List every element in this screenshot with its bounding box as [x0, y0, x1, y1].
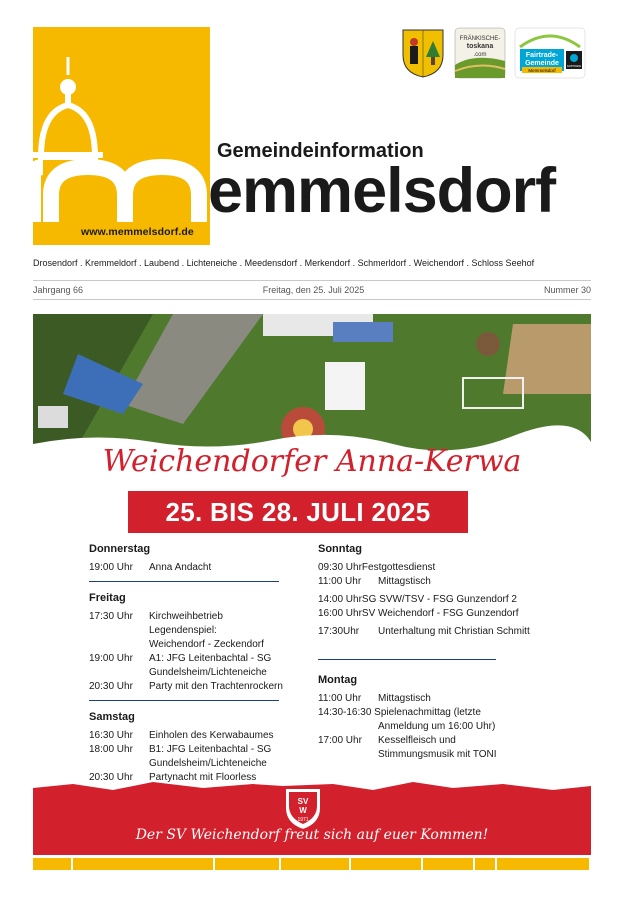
- footer-segment: [33, 858, 71, 870]
- franken-line1: FRÄNKISCHE-: [459, 36, 501, 42]
- event-time: [89, 666, 149, 680]
- event-desc: 14:30-16:30 Spielenachmittag (letzte: [318, 707, 481, 718]
- event-row: [89, 610, 299, 624]
- publication-subtitle: Gemeindeinformation: [217, 140, 424, 162]
- day-heading: Freitag: [89, 592, 126, 604]
- day-block-sonntag: [318, 543, 583, 660]
- event-time: [89, 757, 149, 771]
- event-desc: Unterhaltung mit Christian Schmitt: [378, 626, 530, 637]
- event-time-spacer: [318, 720, 378, 734]
- event-time: 20:30 Uhr: [89, 772, 133, 783]
- event-row: [89, 757, 299, 771]
- event-desc: Gundelsheim/Lichteneiche: [149, 667, 267, 678]
- event-desc: Weichendorf - Zeckendorf: [149, 639, 264, 650]
- bottom-divider: [33, 299, 591, 300]
- event-desc: Kirchweihbetrieb: [149, 611, 223, 622]
- day-heading: Sonntag: [318, 543, 362, 555]
- event-row: [89, 666, 299, 680]
- aerial-fairground-photo: [33, 314, 591, 454]
- event-row: [318, 575, 583, 589]
- top-divider: [33, 280, 591, 281]
- event-time: [89, 638, 149, 652]
- fair-line1: Fairtrade-: [525, 52, 559, 59]
- day-heading: Montag: [318, 674, 358, 686]
- fair-line2: Gemeinde: [525, 60, 559, 67]
- footer-segment: [423, 858, 473, 870]
- fairtrade-icon: [514, 27, 586, 79]
- event-row: [318, 748, 583, 762]
- event-time: 19:00 Uhr: [89, 653, 133, 664]
- event-time: 17:00 Uhr: [318, 735, 362, 746]
- badge-line2: W: [299, 806, 307, 815]
- event-desc: Kesselfleisch und: [378, 735, 456, 746]
- section-separator: [89, 581, 279, 582]
- event-time: 17:30 Uhr: [89, 611, 133, 622]
- fair-line3: Memmelsdorf: [528, 68, 556, 73]
- event-desc: 16:00 UhrSV Weichendorf - FSG Gunzendorf: [318, 608, 519, 619]
- sv-weichendorf-badge-icon: [281, 784, 325, 832]
- event-row: [318, 706, 583, 720]
- event-time: [318, 748, 378, 762]
- event-row: [318, 734, 583, 748]
- event-row: [89, 729, 299, 743]
- event-row: [89, 743, 299, 757]
- event-row: [318, 692, 583, 706]
- franken-line3: .com: [473, 52, 487, 58]
- event-desc: Einholen des Kerwabaumes: [149, 730, 274, 741]
- day-block-montag: [318, 674, 583, 762]
- schedule-right: [318, 543, 583, 762]
- franken-line2: toskana: [466, 43, 494, 50]
- event-desc: Party mit den Trachtenrockern: [149, 681, 283, 692]
- event-time: 11:00 Uhr: [318, 693, 362, 704]
- event-time: 18:00 Uhr: [89, 744, 133, 755]
- issue-date: Freitag, den 25. Juli 2025: [262, 285, 365, 295]
- event-row: [89, 652, 299, 666]
- section-separator: [89, 700, 279, 701]
- event-desc: Anmeldung um 16:00 Uhr): [378, 721, 496, 732]
- event-row: [318, 593, 583, 607]
- event-desc: Mittagstisch: [378, 693, 431, 704]
- event-time: 17:30Uhr: [318, 626, 360, 637]
- issue-line: [33, 285, 591, 295]
- event-row: [318, 607, 583, 621]
- issue-volume: Jahrgang 66: [33, 285, 84, 295]
- event-row: [318, 625, 583, 639]
- event-row: [89, 561, 299, 575]
- event-desc: 14:00 UhrSG SVW/TSV - FSG Gunzendorf 2: [318, 594, 517, 605]
- issue-number: Nummer 30: [543, 285, 591, 295]
- event-row: [89, 638, 299, 652]
- footer-yellow-bar: [33, 858, 591, 870]
- event-row: [89, 680, 299, 694]
- event-time: [89, 624, 149, 638]
- schedule-left: [89, 543, 299, 785]
- day-heading: Donnerstag: [89, 543, 151, 555]
- day-heading: Samstag: [89, 711, 135, 723]
- memmelsdorf-logo: [33, 27, 210, 245]
- event-time: 19:00 Uhr: [89, 562, 133, 573]
- footer-segment: [281, 858, 349, 870]
- event-time: 16:30 Uhr: [89, 730, 133, 741]
- event-desc: Gundelsheim/Lichteneiche: [149, 758, 267, 769]
- fair-mark: FAIRTRADE: [567, 65, 581, 68]
- event-desc: A1: JFG Leitenbachtal - SG: [149, 653, 272, 664]
- fraenkische-toskana-icon: [454, 27, 506, 79]
- event-desc: Anna Andacht: [149, 562, 212, 573]
- day-block-freitag: [89, 592, 299, 701]
- section-separator: [318, 659, 496, 660]
- footer-segment: [497, 858, 589, 870]
- event-time: 20:30 Uhr: [89, 681, 133, 692]
- event-desc: 09:30 UhrFestgottesdienst: [318, 562, 436, 573]
- event-row: [318, 720, 583, 734]
- church-dome-icon: [33, 27, 210, 245]
- event-desc: Partynacht mit Floorless: [149, 772, 257, 783]
- event-row: [89, 624, 299, 638]
- event-time: 11:00 Uhr: [318, 576, 362, 587]
- website-url: www.memmelsdorf.de: [81, 226, 194, 238]
- badge-line1: SV: [297, 797, 309, 806]
- coat-of-arms-icon: [400, 27, 446, 79]
- village-list: Drosendorf . Kremmeldorf . Laubend . Lichteneiche . Meedensdorf . Merkendorf . Schmerldorf . Weichendorf . Schloss Seehof: [33, 258, 535, 268]
- partner-emblems: [400, 27, 586, 79]
- badge-year: 1971: [297, 817, 309, 823]
- kerwa-headline: Weichendorfer Anna-Kerwa: [102, 444, 522, 479]
- event-desc: B1: JFG Leitenbachtal - SG: [149, 744, 272, 755]
- footer-segment: [215, 858, 279, 870]
- event-desc: Mittagstisch: [378, 576, 431, 587]
- kerwa-poster: [33, 314, 591, 855]
- footer-segment: [475, 858, 495, 870]
- event-desc: Legendenspiel:: [149, 625, 217, 636]
- day-block-donnerstag: [89, 543, 299, 582]
- footer-segment: [351, 858, 421, 870]
- event-dates-banner: 25. BIS 28. JULI 2025: [128, 491, 468, 533]
- footer-segment: [73, 858, 213, 870]
- event-desc: Stimmungsmusik mit TONI: [378, 749, 497, 760]
- day-block-samstag: [89, 711, 299, 785]
- publication-title: emmelsdorf: [208, 156, 556, 226]
- club-slogan: Der SV Weichendorf freut sich auf euer Kommen!: [135, 827, 489, 843]
- event-row: [318, 561, 583, 575]
